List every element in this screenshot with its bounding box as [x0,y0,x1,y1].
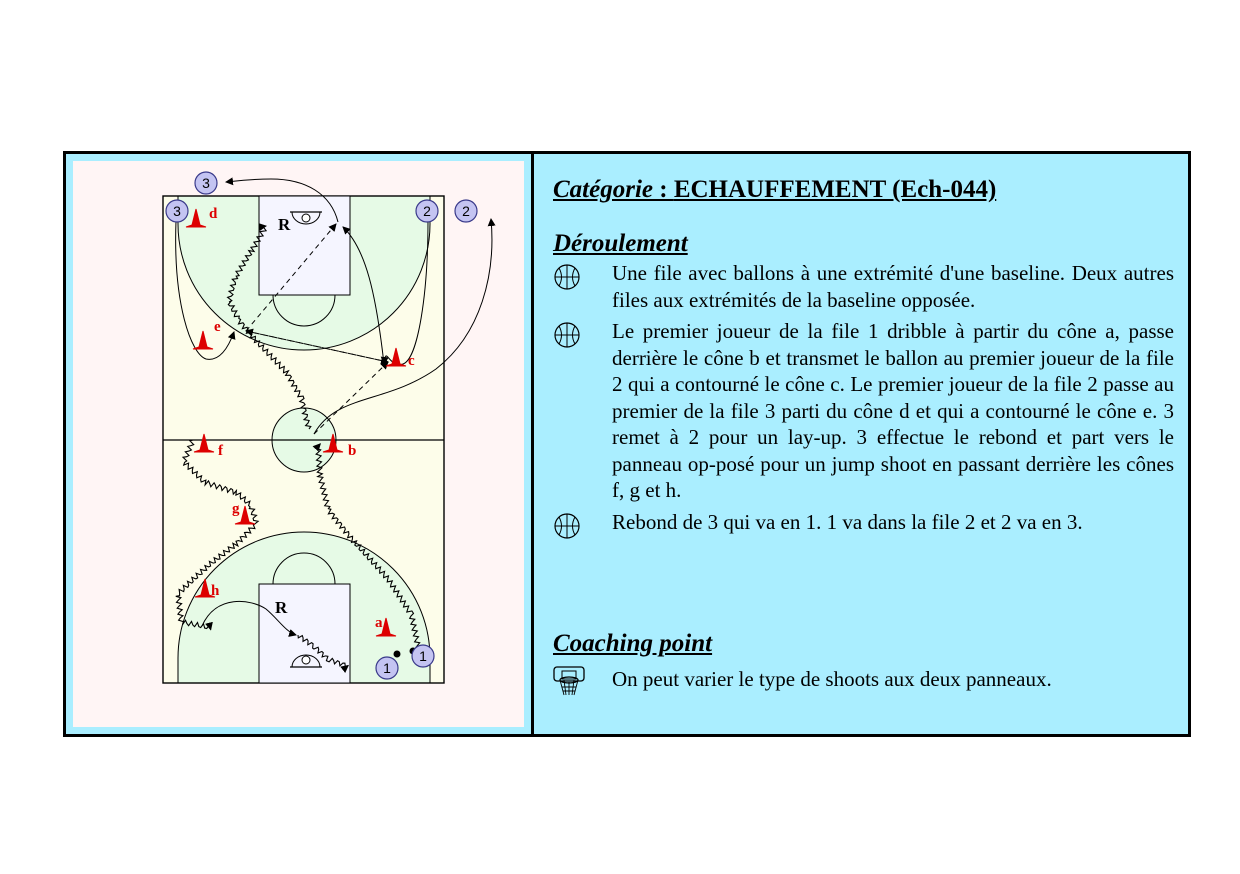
category-label: Catégorie [553,176,653,203]
cone-label: d [209,206,218,222]
basket-hoop-icon [552,665,586,699]
cone-label: c [408,353,415,369]
description-panel [534,154,1188,734]
step-text: Le premier joueur de la file 1 dribble à partir du cône a, passe derrière le cône b et transmet le ballon au premier joueur de la file 2 qui a contourné le cône c. Le premier joueur de la file 2 passe au premier de la file 3 parti du cône d et qui a contourné le cône e. 3 remet à 2 pour un lay-up. 3 effectue le rebond et part vers le panneau op-posé pour un jump shoot en passant derrière les cônes f, g et h. [612,319,1174,502]
drill-card [63,151,1191,737]
step-item [549,318,1174,504]
cone-label: b [348,443,357,459]
deroulement-heading: Déroulement [553,230,688,257]
player-p2-out [455,200,477,222]
player-p1-a [376,657,398,679]
basketball-icon [552,320,582,350]
coaching-text: On peut varier le type de shoots aux deux panneaux. [612,667,1052,691]
player-p1-b [412,645,434,667]
rim-top [302,214,310,222]
cone-label: e [214,319,221,335]
cone-label: g [232,501,240,517]
cone-label: a [375,615,383,631]
player-number: 2 [462,203,470,219]
free-throw-lane-bottom [259,584,350,683]
player-number: 3 [173,203,181,219]
player-p3-side [166,200,188,222]
step-item [549,260,1174,313]
ball [394,651,401,658]
rim-label-top: R [278,215,291,234]
player-number: 1 [383,660,391,676]
player-number: 2 [423,203,431,219]
category-line [553,176,996,204]
player-p2-in [416,200,438,222]
basketball-icon [552,511,582,541]
category-separator: : [653,176,674,203]
player-p3-top [195,172,217,194]
step-text: Rebond de 3 qui va en 1. 1 va dans la file 2 et 2 va en 3. [612,509,1083,534]
diagram-panel [66,154,534,734]
steps-list [549,260,1174,540]
step-text: Une file avec ballons à une extrémité d'une baseline. Deux autres files aux extrémités de la baseline opposée. [612,261,1174,312]
player-number: 3 [202,175,210,191]
rim-bottom [302,656,310,664]
coaching-heading: Coaching point [553,630,713,657]
step-item [549,509,1174,536]
player-number: 1 [419,648,427,664]
cone-label: h [211,583,220,599]
category-value: ECHAUFFEMENT (Ech-044) [673,176,997,203]
cone-label: f [218,443,223,459]
free-throw-lane-top [259,196,350,295]
coaching-item [549,666,1174,693]
basketball-icon [552,262,582,292]
court-diagram [66,154,531,734]
rim-label-bottom: R [275,598,288,617]
